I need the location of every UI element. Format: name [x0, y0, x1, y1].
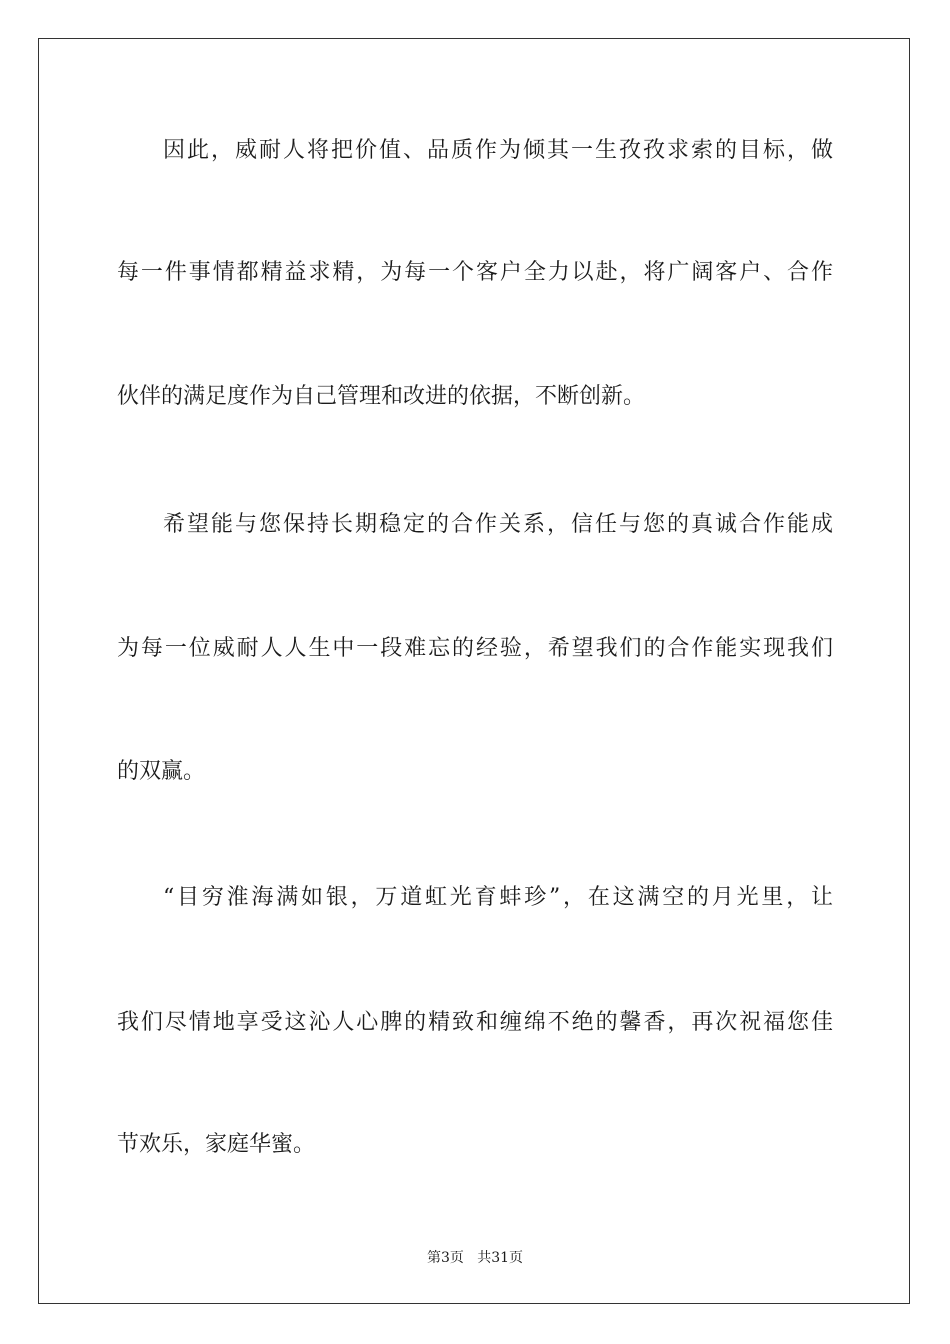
- paragraph-2-line-2: 为每一位威耐人人生中一段难忘的经验，希望我们的合作能实现我们: [117, 636, 833, 661]
- paragraph-2-line-1: 希望能与您保持长期稳定的合作关系，信任与您的真诚合作能成: [163, 512, 833, 537]
- paragraph-1-line-2: 每一件事情都精益求精，为每一个客户全力以赴，将广阔客户、合作: [117, 260, 833, 285]
- paragraph-3-line-2: 我们尽情地享受这沁人心脾的精致和缠绵不绝的馨香，再次祝福您佳: [117, 1010, 833, 1035]
- paragraph-1-line-1: 因此，威耐人将把价值、品质作为倾其一生孜孜求索的目标，做: [163, 138, 833, 163]
- paragraph-3-line-1: “目穷淮海满如银，万道虹光育蚌珍”，在这满空的月光里，让: [163, 885, 833, 910]
- paragraph-2-line-3: 的双赢。: [117, 759, 206, 784]
- page-border: [38, 38, 910, 1304]
- paragraph-3-line-3: 节欢乐，家庭华蜜。: [117, 1132, 316, 1157]
- paragraph-1-line-3: 伙伴的满足度作为自己管理和改进的依据，不断创新。: [117, 384, 646, 409]
- page-number-footer: 第3页 共31页: [426, 1250, 524, 1266]
